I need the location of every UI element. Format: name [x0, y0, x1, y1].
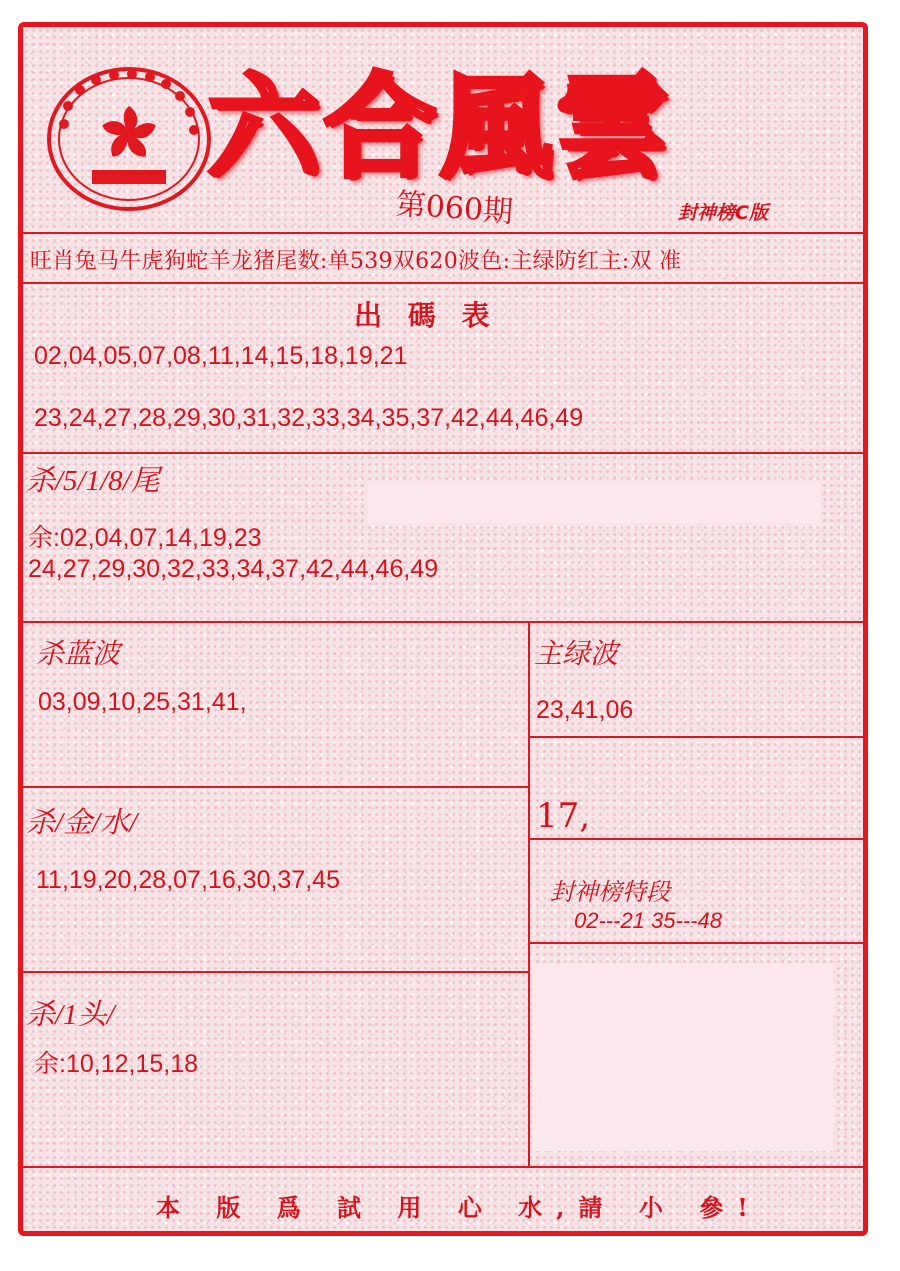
kill-tail-row2: 24,27,29,30,32,33,34,37,42,44,46,49 [28, 555, 439, 583]
page-title: 六合風雲 [208, 62, 672, 193]
kill-element-values: 11,19,20,28,07,16,30,37,45 [36, 866, 340, 894]
divider [23, 452, 865, 454]
chart-table-row2: 23,24,27,28,29,30,31,32,33,34,35,37,42,44,46,49 [34, 404, 584, 432]
kill-head-values: 余:10,12,15,18 [34, 1050, 199, 1078]
kill-head-title: 杀/1头/ [26, 999, 115, 1031]
divider [528, 942, 865, 944]
edition-label: 封神榜C版 [678, 202, 768, 224]
chart-table-row1: 02,04,05,07,08,11,14,15,18,19,21 [34, 342, 408, 370]
blank-patch [368, 483, 820, 523]
divider [23, 621, 865, 623]
kill-blue-values: 03,09,10,25,31,41, [38, 688, 247, 716]
divider [23, 971, 529, 973]
kill-tail-title: 杀/5/1/8/尾 [26, 465, 160, 497]
blank-patch [534, 963, 834, 1151]
fengshen-title: 封神榜特段 [550, 880, 670, 906]
divider [23, 1166, 865, 1168]
divider [528, 621, 530, 1168]
info-line: 旺肖兔马牛虎狗蛇羊龙猪尾数:单539双620波色:主绿防红主:双 准 [30, 249, 682, 274]
divider [23, 232, 865, 234]
footer-note: 本 版 爲 試 用 心 水,請 小 參! [156, 1193, 762, 1222]
kill-tail-row1: 余:02,04,07,14,19,23 [28, 524, 262, 552]
issue-number: 第060期 [394, 186, 515, 231]
kill-blue-title: 杀蓝波 [36, 639, 121, 670]
seal-logo [44, 64, 214, 214]
kill-element-title: 杀/金/水/ [26, 807, 138, 839]
divider [528, 736, 865, 738]
divider [23, 282, 865, 284]
divider [528, 838, 865, 840]
main-green-values: 23,41,06 [536, 696, 634, 724]
fengshen-values: 02---21 35---48 [574, 908, 722, 933]
chart-table-title: 出 碼 表 [354, 299, 498, 332]
special-value: 17, [536, 796, 591, 836]
divider [23, 786, 529, 788]
main-green-title: 主绿波 [534, 639, 619, 670]
